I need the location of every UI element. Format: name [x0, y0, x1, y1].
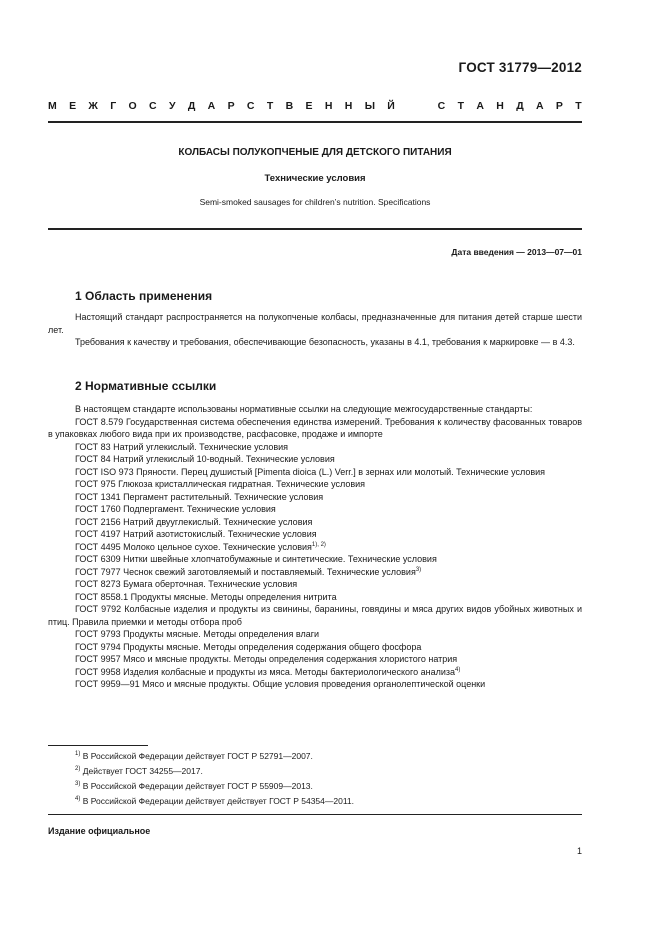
paragraph: Настоящий стандарт распространяется на полукопченые колбасы, предназначенные для питания детей старше шести лет. — [48, 312, 582, 335]
document-title: КОЛБАСЫ ПОЛУКОПЧЕНЫЕ ДЛЯ ДЕТСКОГО ПИТАНИЯ — [178, 147, 452, 158]
banner-letter: С — [246, 100, 255, 112]
reference-text: ГОСТ 1760 Подпергамент. Технические условия — [75, 504, 276, 514]
banner-letter: Т — [457, 100, 465, 112]
banner-letter: О — [128, 100, 137, 112]
reference-text: ГОСТ 8558.1 Продукты мясные. Методы определения нитрита — [75, 591, 337, 602]
reference-text: ГОСТ 9957 Мясо и мясные продукты. Методы определения содержания хлористого натрия — [75, 654, 458, 664]
reference-text: ГОСТ 8.579 Государственная система обеспечения единства измерений. Требования к количеству фасованных товаров в упаковках любого вида при их производстве, расфасовке, продаже и импорте — [48, 416, 582, 439]
paragraph: Требования к качеству и требования, обеспечивающие безопасность, указаны в 4.1, требования к маркировке — в 4.3. — [75, 337, 575, 347]
reference-item — [48, 578, 582, 591]
reference-text: ГОСТ 4495 Молоко цельное сухое. Технические условия — [75, 541, 312, 552]
banner-gap — [422, 100, 425, 116]
banner-gap — [407, 100, 410, 116]
reference-item — [48, 666, 582, 679]
reference-text: ГОСТ ISO 973 Пряности. Перец душистый [Pimenta dioica (L.) Verr.] в зернах или молотый. Технические условия — [75, 466, 546, 477]
reference-text: ГОСТ 9958 Изделия колбасные и продукты из мяса. Методы бактериологического анализа — [75, 666, 456, 677]
reference-text: ГОСТ 9793 Продукты мясные. Методы определения влаги — [75, 629, 320, 639]
banner-letter: Р — [227, 100, 235, 112]
footnote-marker: 1), 2) — [311, 541, 326, 548]
section-2-body — [48, 403, 582, 691]
footer-divider — [48, 814, 582, 815]
reference-text: ГОСТ 83 Натрий углекислый. Технические условия — [75, 441, 289, 452]
footnote-mark: 4) — [75, 796, 81, 802]
banner-letter: У — [168, 100, 176, 112]
introduction-date: Дата введения — 2013—07—01 — [451, 247, 582, 257]
banner-letter: Т — [575, 100, 582, 112]
reference-item — [48, 641, 582, 654]
footnote-item — [75, 779, 582, 794]
footnote-text: В Российской Федерации действует ГОСТ Р 52791—2007. — [82, 751, 313, 761]
banner-letter: С — [437, 100, 446, 112]
footnote-item — [75, 764, 582, 779]
banner-letter: Е — [69, 100, 77, 112]
title-divider — [48, 228, 582, 230]
footnote-marker: 3) — [415, 566, 422, 573]
page-number: 1 — [576, 846, 582, 856]
footnote-text: Действует ГОСТ 34255—2017. — [82, 766, 203, 776]
footnote-text: В Российской Федерации действует действует ГОСТ Р 54354—2011. — [82, 796, 355, 806]
reference-text: ГОСТ 9794 Продукты мясные. Методы определения содержания общего фосфора — [75, 641, 422, 652]
section-1-body — [48, 311, 582, 349]
normative-references-list — [48, 416, 582, 691]
reference-item — [48, 453, 582, 466]
reference-item — [48, 516, 582, 529]
reference-item — [48, 503, 582, 516]
reference-text: ГОСТ 7977 Чеснок свежий заготовляемый и поставляемый. Технические условия — [75, 566, 416, 577]
paragraph: В настоящем стандарте использованы нормативные ссылки на следующие межгосударственные стандарты: — [75, 404, 533, 414]
banner-letter: Г — [110, 100, 117, 112]
reference-item — [48, 653, 582, 666]
banner-letter: Н — [344, 100, 353, 112]
reference-text: ГОСТ 4197 Натрий азотистокислый. Технические условия — [75, 529, 317, 539]
banner-letter: Н — [324, 100, 333, 112]
banner-letter: С — [149, 100, 157, 112]
reference-item — [48, 628, 582, 641]
reference-text: ГОСТ 2156 Натрий двууглекислый. Технические условия — [75, 516, 313, 527]
footnote-mark: 1) — [75, 751, 81, 757]
banner-letter: Р — [555, 100, 563, 112]
footnote-text: В Российской Федерации действует ГОСТ Р 55909—2013. — [82, 781, 313, 791]
banner-letter: Д — [516, 100, 524, 112]
banner-letter: А — [536, 100, 544, 112]
reference-item — [48, 478, 582, 491]
reference-item — [48, 441, 582, 454]
footnote-item — [75, 794, 582, 809]
section-1-heading: 1 Область применения — [75, 289, 213, 303]
banner-letter: Ы — [364, 100, 375, 112]
footnote-marker: 4) — [455, 666, 461, 673]
banner-letter: Д — [187, 100, 196, 112]
banner-letter: А — [207, 100, 216, 112]
reference-item — [48, 416, 582, 441]
banner-letter: Ж — [88, 100, 98, 112]
official-edition-label: Издание официальное — [48, 826, 151, 836]
reference-item — [48, 491, 582, 504]
reference-text: ГОСТ 1341 Пергамент растительный. Технические условия — [75, 491, 324, 502]
banner-letter: М — [48, 100, 57, 112]
reference-item — [48, 603, 582, 628]
footnote-item — [75, 749, 582, 764]
document-code: ГОСТ 31779—2012 — [458, 60, 582, 75]
header-divider — [48, 121, 582, 123]
banner-letter: Й — [387, 100, 395, 112]
reference-item — [48, 566, 582, 579]
reference-item — [48, 541, 582, 554]
footnote-mark: 3) — [75, 781, 81, 787]
reference-text: ГОСТ 975 Глюкоза кристаллическая гидратная. Технические условия — [75, 479, 366, 489]
banner-letter: В — [285, 100, 294, 112]
banner-letter: Е — [305, 100, 313, 112]
reference-item — [48, 528, 582, 541]
reference-item — [48, 591, 582, 604]
reference-text: ГОСТ 8273 Бумага оберточная. Технические условия — [75, 579, 298, 589]
interstate-standard-banner — [48, 100, 582, 116]
reference-text: ГОСТ 9792 Колбасные изделия и продукты из свинины, баранины, говядины и мяса других видов убойных животных и птиц. Правила приемки и методы отбора проб — [48, 604, 582, 627]
reference-item — [48, 553, 582, 566]
section-2-heading: 2 Нормативные ссылки — [75, 379, 217, 393]
reference-item — [48, 678, 582, 691]
reference-text: ГОСТ 6309 Нитки швейные хлопчатобумажные и синтетические. Технические условия — [75, 554, 437, 564]
reference-text: ГОСТ 9959—91 Мясо и мясные продукты. Общие условия проведения органолептической оценки — [75, 679, 486, 689]
footnote-separator — [48, 745, 148, 746]
banner-letter: Т — [266, 100, 274, 112]
banner-letter: Н — [496, 100, 504, 112]
banner-letter: А — [476, 100, 484, 112]
document-subtitle: Технические условия — [264, 173, 366, 184]
english-title: Semi-smoked sausages for children’s nutrition. Specifications — [199, 197, 431, 207]
reference-item — [48, 466, 582, 479]
footnotes — [75, 749, 582, 809]
reference-text: ГОСТ 84 Натрий углекислый 10-водный. Технические условия — [75, 454, 335, 464]
footnote-mark: 2) — [75, 766, 81, 772]
